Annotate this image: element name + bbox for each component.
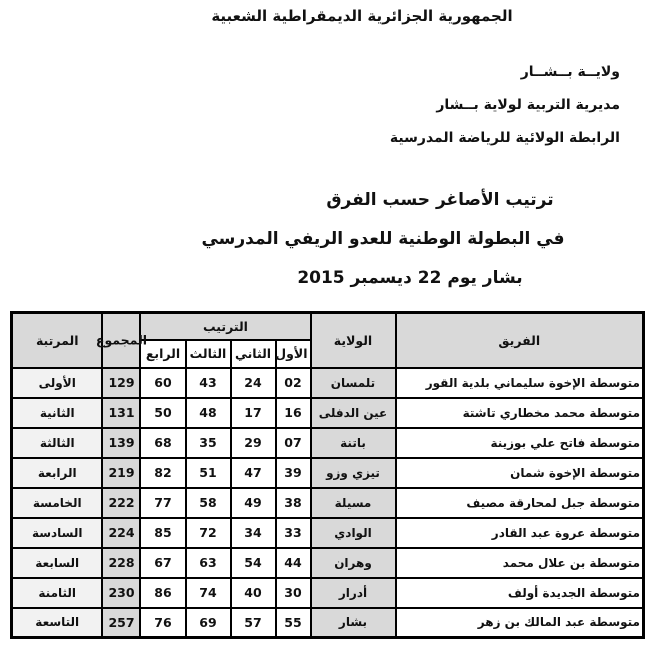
column-header-team: الفريق bbox=[396, 313, 644, 368]
rank-cell: السادسة bbox=[11, 518, 102, 548]
total-cell: 219 bbox=[102, 458, 140, 488]
total-cell: 230 bbox=[102, 578, 140, 608]
table-row bbox=[11, 488, 643, 518]
subheader-first: الأول bbox=[276, 340, 311, 368]
score-third-cell: 69 bbox=[186, 608, 231, 638]
score-fourth-cell: 77 bbox=[140, 488, 185, 518]
team-cell: متوسطة الإخوة سليماني بلدية القور bbox=[396, 368, 644, 398]
wilaya-cell: وهران bbox=[311, 548, 396, 578]
results-table bbox=[10, 311, 645, 639]
title-line-ranking: ترتيب الأصاغر حسب الفرق bbox=[326, 190, 554, 210]
score-fourth-cell: 60 bbox=[140, 368, 185, 398]
org-line-school-sports-league: الرابطة الولائية للرياضة المدرسية bbox=[389, 130, 620, 146]
rank-cell: الثانية bbox=[11, 398, 102, 428]
score-second-cell: 47 bbox=[231, 458, 276, 488]
column-header-total-label: المجموع bbox=[95, 332, 148, 348]
score-third-cell: 58 bbox=[186, 488, 231, 518]
title-line-championship: في البطولة الوطنية للعدو الريفي المدرسي bbox=[201, 229, 565, 249]
wilaya-cell: عين الدفلى bbox=[311, 398, 396, 428]
score-third-cell: 63 bbox=[186, 548, 231, 578]
rank-cell: الثامنة bbox=[11, 578, 102, 608]
document-title-block bbox=[165, 181, 655, 298]
score-fourth-cell: 86 bbox=[140, 578, 185, 608]
title-line-date: بشار يوم 22 ديسمبر 2015 bbox=[297, 268, 523, 288]
org-line-education-directorate: مديرية التربية لولاية بــشار bbox=[436, 97, 620, 113]
column-header-total bbox=[95, 313, 148, 368]
total-cell: 228 bbox=[102, 548, 140, 578]
total-cell: 129 bbox=[102, 368, 140, 398]
rank-cell: الأولى bbox=[11, 368, 102, 398]
rank-cell: الرابعة bbox=[11, 458, 102, 488]
table-row bbox=[11, 458, 643, 488]
score-third-cell: 74 bbox=[186, 578, 231, 608]
score-second-cell: 17 bbox=[231, 398, 276, 428]
score-third-cell: 48 bbox=[186, 398, 231, 428]
wilaya-cell: تلمسان bbox=[311, 368, 396, 398]
score-second-cell: 24 bbox=[231, 368, 276, 398]
table-row bbox=[11, 518, 643, 548]
total-cell: 131 bbox=[102, 398, 140, 428]
total-cell: 139 bbox=[102, 428, 140, 458]
column-header-ranking-group: الترتيب bbox=[140, 313, 310, 340]
wilaya-cell: تيزي وزو bbox=[311, 458, 396, 488]
score-second-cell: 57 bbox=[231, 608, 276, 638]
score-second-cell: 54 bbox=[231, 548, 276, 578]
score-third-cell: 51 bbox=[186, 458, 231, 488]
score-third-cell: 43 bbox=[186, 368, 231, 398]
table-row bbox=[11, 428, 643, 458]
team-cell: متوسطة الجديدة أولف bbox=[396, 578, 644, 608]
rank-cell: التاسعة bbox=[11, 608, 102, 638]
subheader-third: الثالث bbox=[186, 340, 231, 368]
team-cell: متوسطة بن علال محمد bbox=[396, 548, 644, 578]
wilaya-cell: بشار bbox=[311, 608, 396, 638]
wilaya-cell: باتنة bbox=[311, 428, 396, 458]
subheader-fourth: الرابع bbox=[140, 340, 185, 368]
team-cell: متوسطة محمد مخطاري تاشتة bbox=[396, 398, 644, 428]
table-row bbox=[11, 398, 643, 428]
document-page bbox=[0, 6, 655, 654]
team-cell: متوسطة جبل لمحارقة مصيف bbox=[396, 488, 644, 518]
score-second-cell: 29 bbox=[231, 428, 276, 458]
score-fourth-cell: 50 bbox=[140, 398, 185, 428]
org-line-wilaya: ولايــة بــشــار bbox=[520, 64, 620, 80]
score-first-cell: 07 bbox=[276, 428, 311, 458]
score-fourth-cell: 68 bbox=[140, 428, 185, 458]
team-cell: متوسطة فاتح علي بوزينة bbox=[396, 428, 644, 458]
score-first-cell: 33 bbox=[276, 518, 311, 548]
score-first-cell: 38 bbox=[276, 488, 311, 518]
score-fourth-cell: 76 bbox=[140, 608, 185, 638]
column-header-rank: المرتبة bbox=[11, 313, 102, 368]
score-fourth-cell: 82 bbox=[140, 458, 185, 488]
table-row bbox=[11, 548, 643, 578]
score-fourth-cell: 67 bbox=[140, 548, 185, 578]
team-cell: متوسطة الإخوة شمان bbox=[396, 458, 644, 488]
subheader-second: الثاني bbox=[231, 340, 276, 368]
wilaya-cell: الوادي bbox=[311, 518, 396, 548]
rank-cell: السابعة bbox=[11, 548, 102, 578]
republic-title: الجمهورية الجزائرية الديمقراطية الشعبية bbox=[211, 7, 513, 25]
column-header-wilaya: الولاية bbox=[311, 313, 396, 368]
score-second-cell: 49 bbox=[231, 488, 276, 518]
rank-cell: الخامسة bbox=[11, 488, 102, 518]
table-row bbox=[11, 608, 643, 638]
org-header-block bbox=[0, 56, 655, 155]
wilaya-cell: أدرار bbox=[311, 578, 396, 608]
total-cell: 222 bbox=[102, 488, 140, 518]
table-row bbox=[11, 578, 643, 608]
total-cell: 224 bbox=[102, 518, 140, 548]
total-cell: 257 bbox=[102, 608, 140, 638]
rank-cell: الثالثة bbox=[11, 428, 102, 458]
team-cell: متوسطة عبد المالك بن زهر bbox=[396, 608, 644, 638]
score-first-cell: 39 bbox=[276, 458, 311, 488]
score-third-cell: 35 bbox=[186, 428, 231, 458]
score-second-cell: 40 bbox=[231, 578, 276, 608]
score-first-cell: 02 bbox=[276, 368, 311, 398]
team-cell: متوسطة عروة عبد القادر bbox=[396, 518, 644, 548]
score-first-cell: 30 bbox=[276, 578, 311, 608]
score-second-cell: 34 bbox=[231, 518, 276, 548]
wilaya-cell: مسيلة bbox=[311, 488, 396, 518]
score-first-cell: 16 bbox=[276, 398, 311, 428]
table-row bbox=[11, 368, 643, 398]
score-fourth-cell: 85 bbox=[140, 518, 185, 548]
score-first-cell: 44 bbox=[276, 548, 311, 578]
score-third-cell: 72 bbox=[186, 518, 231, 548]
score-first-cell: 55 bbox=[276, 608, 311, 638]
